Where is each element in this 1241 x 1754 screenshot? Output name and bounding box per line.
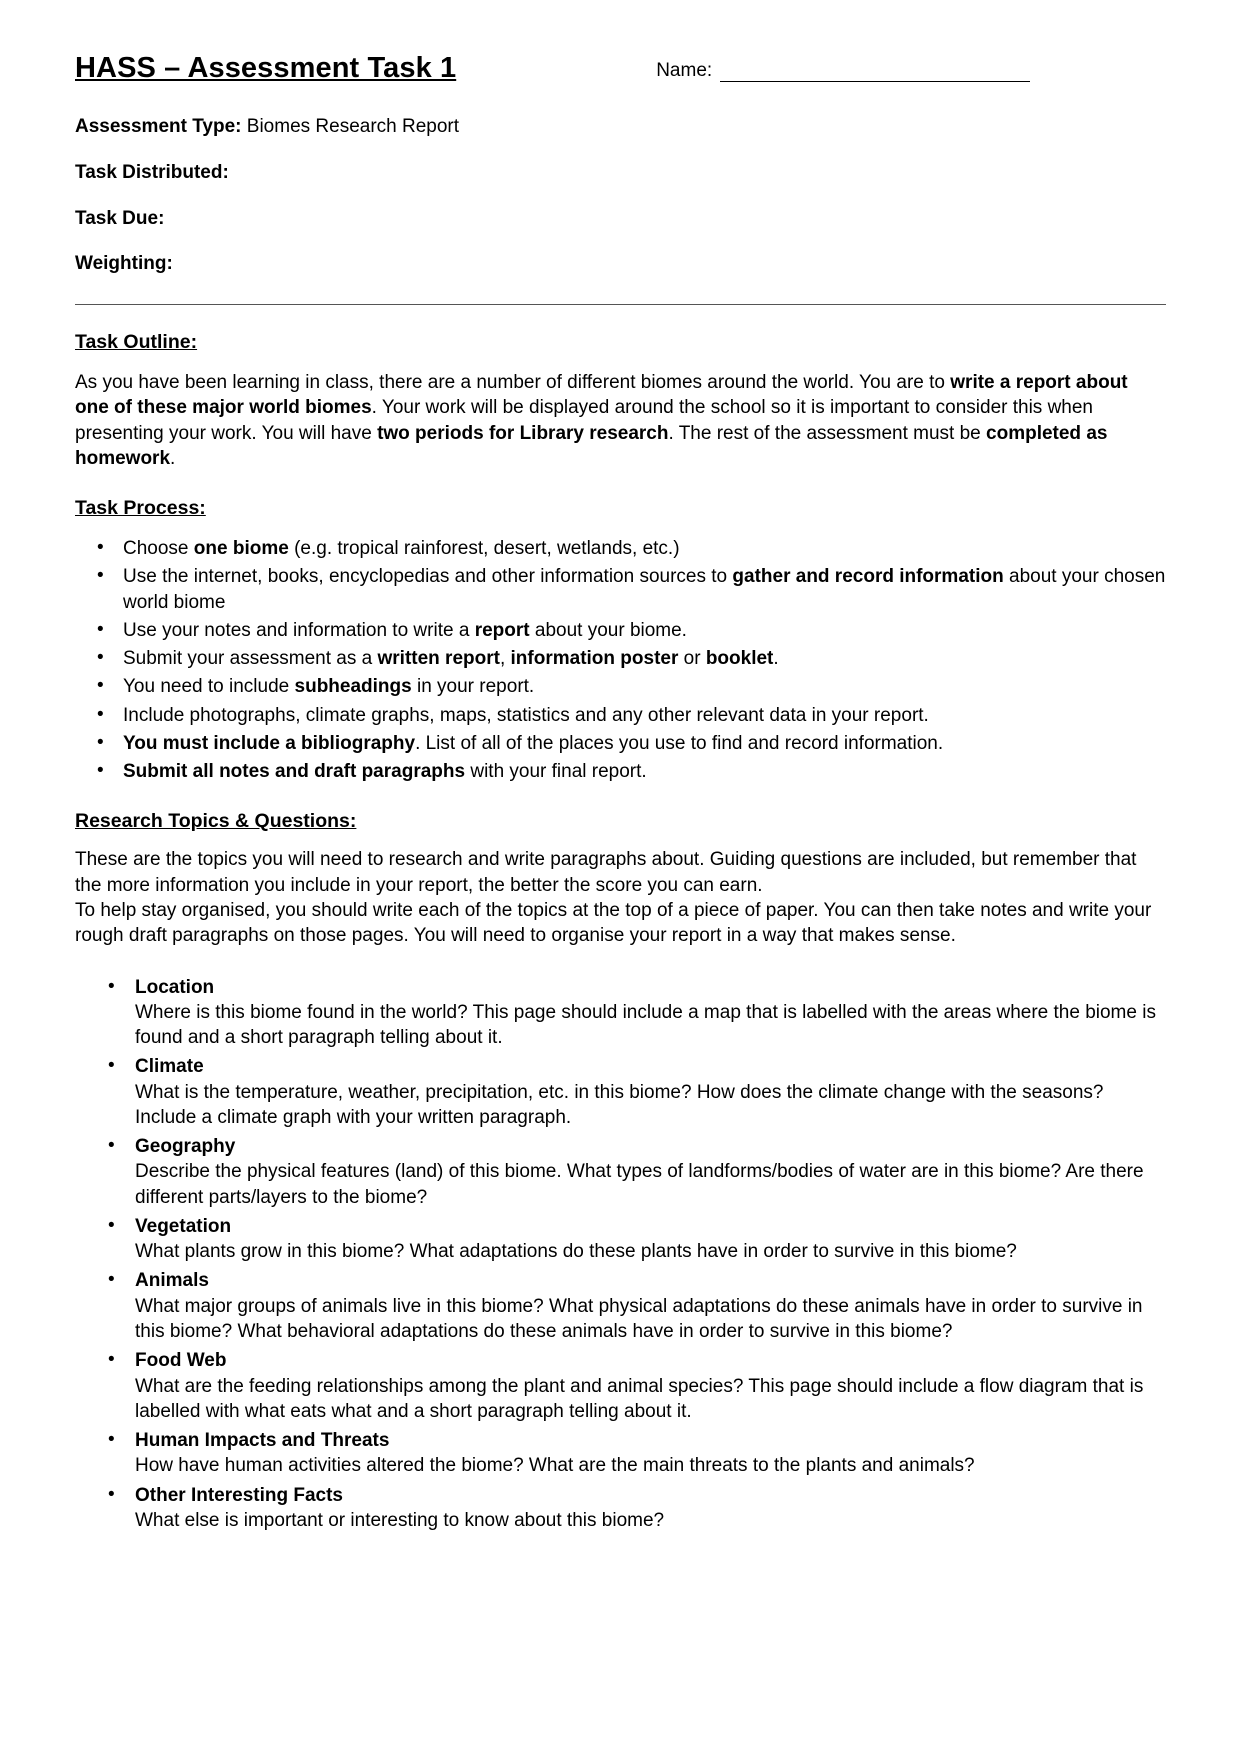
item-text-a: Submit your assessment as a: [123, 648, 378, 670]
item-text-b: report: [474, 619, 530, 641]
list-item: [75, 564, 1166, 615]
item-text-a: Include photographs, climate graphs, maps, statistics and any other relevant data in your report.: [123, 704, 929, 726]
topic-description: How have human activities altered the biome? What are the main threats to the plants and animals?: [135, 1455, 975, 1477]
list-item: [75, 536, 1166, 561]
list-item: [75, 674, 1166, 699]
item-text-a: Use the internet, books, encyclopedias and other information sources to: [123, 566, 733, 588]
item-text-c: ,: [499, 648, 511, 670]
name-field-block: [656, 60, 1030, 85]
task-outline-heading: Task Outline:: [75, 331, 198, 353]
item-text-g: .: [773, 648, 779, 670]
topic-title: • Food Web: [135, 1350, 227, 1372]
item-text-b: one biome: [193, 538, 289, 560]
task-outline-text-2: . Your work will be displayed around the school so it is important to consider this when presenting your work. You will have: [75, 397, 1094, 444]
item-text-f: booklet: [705, 648, 774, 670]
research-topics-heading: Research Topics & Questions:: [75, 810, 357, 833]
page-title: HASS – Assessment Task 1: [75, 52, 457, 84]
weighting-label: Weighting:: [75, 253, 173, 275]
item-text-c: about your biome.: [529, 619, 687, 641]
name-write-line[interactable]: [720, 65, 1030, 82]
document-header: [75, 52, 1166, 85]
topic-title: • Animals: [135, 1270, 209, 1292]
list-item: [75, 618, 1166, 643]
task-outline-text-3: . The rest of the assessment must be: [668, 422, 987, 444]
item-text-b: gather and record information: [732, 566, 1004, 588]
topic-title: • Human Impacts and Threats: [135, 1430, 390, 1452]
list-item: [75, 1054, 1166, 1130]
research-intro-line-1: These are the topics you will need to research and write paragraphs about. Guiding questions are included, but remember that the more information you include in your report, the better the score you can earn.: [75, 849, 1137, 896]
list-item: [75, 1348, 1166, 1424]
task-outline-bold-2: two periods for Library research: [377, 422, 669, 444]
weighting-row: [75, 252, 1166, 276]
topic-title: • Other Interesting Facts: [135, 1484, 343, 1506]
item-text-a: Choose: [123, 538, 194, 560]
topic-title: • Geography: [135, 1136, 236, 1158]
item-text-d: information poster: [510, 648, 679, 670]
name-label: Name:: [656, 60, 713, 81]
item-text-c: in your report.: [411, 676, 535, 698]
item-text-b: You must include a bibliography: [123, 732, 416, 754]
topic-description: What major groups of animals live in this biome? What physical adaptations do these animals have in order to survive in this biome? What behavioral adaptations do these animals have in order to survive in this biome?: [135, 1295, 1143, 1342]
list-item: [75, 646, 1166, 671]
assessment-type-label: Assessment Type:: [75, 116, 242, 137]
item-text-a: You need to include: [123, 676, 295, 698]
item-text-b: subheadings: [294, 676, 412, 698]
research-intro-line-2: To help stay organised, you should write each of the topics at the top of a piece of paper. You can then take notes and write your rough draft paragraphs on those pages. You will need to organise your report in a way that makes sense.: [75, 899, 1152, 947]
task-outline-bold-3: completed as homework: [75, 422, 1108, 469]
topic-description: Where is this biome found in the world? This page should include a map that is labelled with the areas where the biome is found and a short paragraph telling about it.: [135, 1001, 1156, 1049]
topic-description: What are the feeding relationships among the plant and animal species? This page should include a flow diagram that is labelled with what eats what and a short paragraph telling about it.: [135, 1375, 1144, 1422]
item-text-c: (e.g. tropical rainforest, desert, wetlands, etc.): [288, 538, 680, 560]
task-outline-text-1: As you have been learning in class, there are a number of different biomes around the world. You are to: [75, 372, 951, 393]
research-topics-list: [75, 975, 1166, 1534]
item-text-e: or: [678, 648, 706, 670]
item-text-b: written report: [377, 648, 500, 670]
item-text-b: Submit all notes and draft paragraphs: [123, 761, 466, 783]
list-item: [75, 1268, 1166, 1344]
topic-title: • Vegetation: [135, 1215, 232, 1237]
list-item: [75, 1428, 1166, 1479]
assessment-type-row: [75, 115, 1166, 139]
topic-description: What else is important or interesting to know about this biome?: [135, 1509, 665, 1531]
topic-title: • Climate: [135, 1056, 204, 1078]
task-outline-paragraph: [75, 370, 1166, 471]
item-text-c: with your final report.: [465, 761, 647, 783]
item-text-a: Use your notes and information to write a: [123, 619, 475, 641]
task-process-list: [75, 536, 1166, 784]
divider: [75, 304, 1166, 305]
assessment-type-value: Biomes Research Report: [246, 116, 460, 137]
task-outline-text-4: .: [170, 447, 176, 469]
list-item: [75, 1483, 1166, 1534]
list-item: [75, 703, 1166, 728]
list-item: [75, 1214, 1166, 1265]
list-item: [75, 731, 1166, 756]
item-text-c: about your chosen world biome: [123, 566, 1166, 613]
list-item: [75, 1134, 1166, 1210]
task-distributed-row: [75, 161, 1166, 185]
item-text-c: . List of all of the places you use to find and record information.: [415, 732, 944, 754]
task-process-heading: Task Process:: [75, 497, 206, 520]
topic-description: What is the temperature, weather, precipitation, etc. in this biome? How does the climate change with the seasons? Include a climate graph with your written paragraph.: [135, 1081, 1104, 1128]
task-due-row: [75, 207, 1166, 231]
list-item: [75, 759, 1166, 784]
topic-title: • Location: [135, 976, 215, 998]
topic-description: What plants grow in this biome? What adaptations do these plants have in order to survive in this biome?: [135, 1241, 1017, 1263]
list-item: [75, 975, 1166, 1051]
task-outline-bold-1: write a report about one of these major world biomes: [75, 372, 1128, 419]
topic-description: Describe the physical features (land) of this biome. What types of landforms/bodies of water are in this biome? Are there different parts/layers to the biome?: [135, 1161, 1144, 1208]
task-due-label: Task Due:: [75, 207, 165, 229]
task-distributed-label: Task Distributed:: [75, 161, 229, 183]
